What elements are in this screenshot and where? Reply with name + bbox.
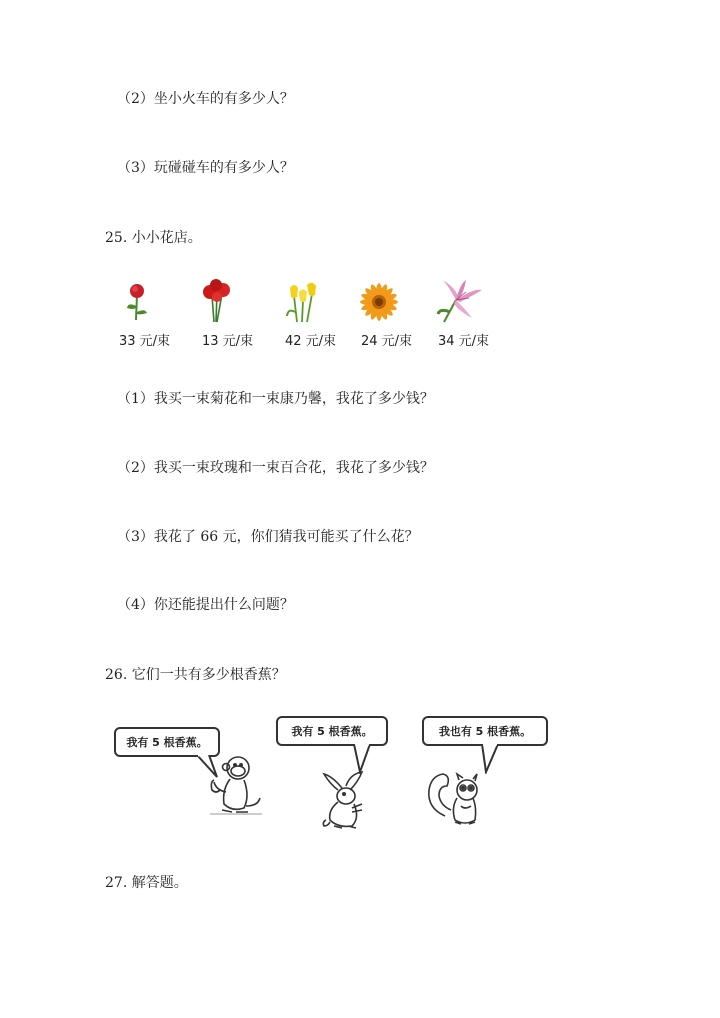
squirrel-icon <box>425 764 489 830</box>
flower-price-2: 13 元/束 <box>202 334 254 349</box>
flower-price-3: 42 元/束 <box>285 334 337 349</box>
question-25-part-1: （1）我买一束菊花和一束康乃馨，我花了多少钱？ <box>117 391 434 407</box>
flower-price-5: 34 元/束 <box>438 334 490 349</box>
question-27-title: 27. 解答题。 <box>105 875 188 891</box>
question-25-part-2: （2）我买一束玫瑰和一束百合花，我花了多少钱？ <box>117 460 434 476</box>
monkey-icon <box>202 752 264 818</box>
tulip-icon <box>285 282 321 324</box>
monkey-speech-text: 我有 5 根香蕉。 <box>126 736 208 749</box>
squirrel-speech-text: 我也有 5 根香蕉。 <box>438 725 532 738</box>
lily-icon <box>436 278 484 324</box>
flower-price-4: 24 元/束 <box>361 334 413 349</box>
question-25-part-3: （3）我花了 66 元，你们猜我可能买了什么花？ <box>117 529 419 545</box>
rabbit-speech-text: 我有 5 根香蕉。 <box>291 725 373 738</box>
squirrel-speech-bubble <box>422 716 548 746</box>
flower-price-1: 33 元/束 <box>119 334 171 349</box>
question-24-part-3: （3）玩碰碰车的有多少人？ <box>117 160 294 176</box>
carnation-icon <box>200 278 234 324</box>
chrysanthemum-icon <box>357 280 401 324</box>
rabbit-speech-bubble <box>276 716 388 746</box>
question-26-title: 26. 它们一共有多少根香蕉？ <box>105 667 286 683</box>
rabbit-icon <box>318 770 370 830</box>
rose-icon <box>122 280 152 322</box>
question-24-part-2: （2）坐小火车的有多少人？ <box>117 91 294 107</box>
question-25-part-4: （4）你还能提出什么问题？ <box>117 597 294 613</box>
question-25-title: 25. 小小花店。 <box>105 230 202 246</box>
